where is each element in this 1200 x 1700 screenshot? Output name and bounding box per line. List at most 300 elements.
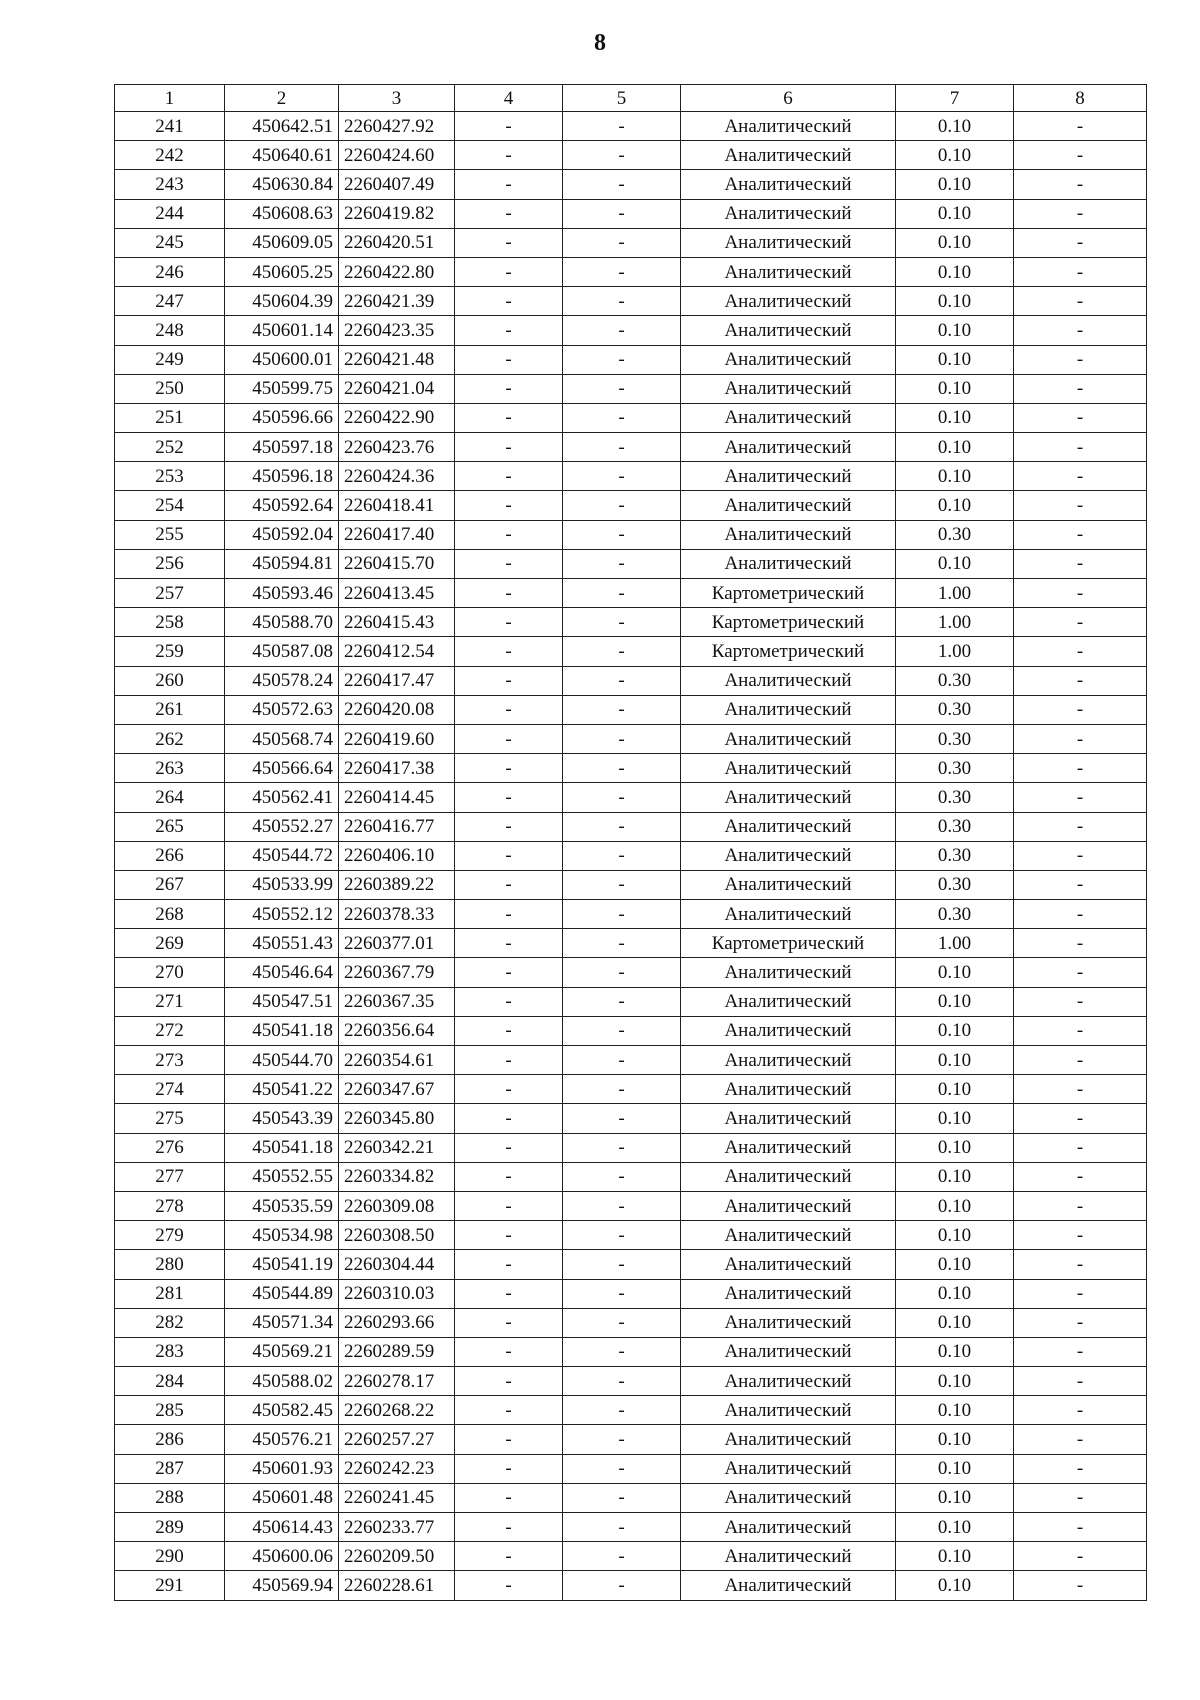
table-cell-col-8: -: [1014, 783, 1147, 812]
table-cell-col-2: 450541.22: [225, 1075, 339, 1104]
table-cell-col-6: Аналитический: [681, 1337, 896, 1366]
table-cell-col-4: -: [455, 608, 563, 637]
table-cell-col-7: 0.30: [896, 724, 1014, 753]
table-cell-col-7: 0.10: [896, 345, 1014, 374]
table-cell-col-2: 450599.75: [225, 374, 339, 403]
table-cell-col-7: 0.30: [896, 812, 1014, 841]
table-cell-col-5: -: [563, 1221, 681, 1250]
table-cell-col-7: 0.10: [896, 462, 1014, 491]
table-cell-col-4: -: [455, 1221, 563, 1250]
table-cell-col-3: 2260421.48: [339, 345, 455, 374]
table-cell-col-5: -: [563, 257, 681, 286]
table-cell-col-8: -: [1014, 1104, 1147, 1133]
table-cell-col-1: 290: [115, 1542, 225, 1571]
table-row: [115, 1221, 1147, 1250]
table-cell-col-2: 450562.41: [225, 783, 339, 812]
table-cell-col-6: Картометрический: [681, 637, 896, 666]
table-cell-col-3: 2260289.59: [339, 1337, 455, 1366]
table-cell-col-7: 0.10: [896, 141, 1014, 170]
table-cell-col-3: 2260268.22: [339, 1396, 455, 1425]
table-row: [115, 1133, 1147, 1162]
table-cell-col-7: 1.00: [896, 579, 1014, 608]
table-cell-col-4: -: [455, 1075, 563, 1104]
table-cell-col-2: 450604.39: [225, 287, 339, 316]
table-cell-col-5: -: [563, 1337, 681, 1366]
table-cell-col-1: 287: [115, 1454, 225, 1483]
table-cell-col-2: 450596.66: [225, 403, 339, 432]
table-cell-col-2: 450576.21: [225, 1425, 339, 1454]
table-cell-col-7: 0.30: [896, 695, 1014, 724]
table-row: [115, 841, 1147, 870]
table-row: [115, 491, 1147, 520]
table-cell-col-2: 450544.72: [225, 841, 339, 870]
table-cell-col-4: -: [455, 1513, 563, 1542]
table-cell-col-5: -: [563, 170, 681, 199]
table-cell-col-6: Аналитический: [681, 812, 896, 841]
table-row: [115, 929, 1147, 958]
table-cell-col-1: 241: [115, 112, 225, 141]
table-cell-col-5: -: [563, 141, 681, 170]
column-header-6: 6: [681, 85, 896, 112]
table-cell-col-1: 267: [115, 870, 225, 899]
table-cell-col-8: -: [1014, 1542, 1147, 1571]
table-cell-col-5: -: [563, 754, 681, 783]
table-cell-col-1: 289: [115, 1513, 225, 1542]
table-cell-col-8: -: [1014, 1483, 1147, 1512]
table-cell-col-1: 283: [115, 1337, 225, 1366]
table-row: [115, 287, 1147, 316]
table-cell-col-4: -: [455, 1483, 563, 1512]
table-cell-col-8: -: [1014, 1513, 1147, 1542]
table-cell-col-6: Аналитический: [681, 987, 896, 1016]
table-cell-col-3: 2260304.44: [339, 1250, 455, 1279]
table-cell-col-8: -: [1014, 1162, 1147, 1191]
table-cell-col-2: 450588.70: [225, 608, 339, 637]
table-cell-col-8: -: [1014, 462, 1147, 491]
table-cell-col-5: -: [563, 433, 681, 462]
table-cell-col-3: 2260233.77: [339, 1513, 455, 1542]
table-cell-col-1: 264: [115, 783, 225, 812]
table-body: [115, 112, 1147, 1601]
table-cell-col-2: 450543.39: [225, 1104, 339, 1133]
table-cell-col-8: -: [1014, 987, 1147, 1016]
table-cell-col-8: -: [1014, 579, 1147, 608]
table-cell-col-1: 277: [115, 1162, 225, 1191]
table-cell-col-6: Аналитический: [681, 403, 896, 432]
table-cell-col-6: Аналитический: [681, 754, 896, 783]
table-cell-col-4: -: [455, 754, 563, 783]
table-cell-col-1: 261: [115, 695, 225, 724]
table-cell-col-7: 0.10: [896, 1016, 1014, 1045]
table-cell-col-3: 2260345.80: [339, 1104, 455, 1133]
table-cell-col-5: -: [563, 1104, 681, 1133]
table-cell-col-1: 254: [115, 491, 225, 520]
table-cell-col-3: 2260417.38: [339, 754, 455, 783]
table-cell-col-7: 0.10: [896, 374, 1014, 403]
table-cell-col-3: 2260419.60: [339, 724, 455, 753]
table-cell-col-1: 248: [115, 316, 225, 345]
table-cell-col-6: Аналитический: [681, 783, 896, 812]
table-cell-col-7: 0.30: [896, 666, 1014, 695]
table-cell-col-4: -: [455, 783, 563, 812]
table-cell-col-7: 0.10: [896, 1425, 1014, 1454]
table-cell-col-8: -: [1014, 1221, 1147, 1250]
table-cell-col-1: 266: [115, 841, 225, 870]
table-cell-col-2: 450566.64: [225, 754, 339, 783]
table-cell-col-2: 450541.18: [225, 1133, 339, 1162]
table-row: [115, 1367, 1147, 1396]
table-cell-col-1: 280: [115, 1250, 225, 1279]
table-cell-col-4: -: [455, 1571, 563, 1600]
table-cell-col-5: -: [563, 1571, 681, 1600]
table-cell-col-3: 2260424.60: [339, 141, 455, 170]
table-cell-col-7: 0.10: [896, 549, 1014, 578]
table-cell-col-7: 0.10: [896, 958, 1014, 987]
table-cell-col-5: -: [563, 579, 681, 608]
table-row: [115, 724, 1147, 753]
table-cell-col-4: -: [455, 1425, 563, 1454]
table-cell-col-1: 286: [115, 1425, 225, 1454]
table-cell-col-7: 0.10: [896, 1162, 1014, 1191]
table-row: [115, 1571, 1147, 1600]
table-cell-col-4: -: [455, 1308, 563, 1337]
table-row: [115, 1483, 1147, 1512]
table-row: [115, 374, 1147, 403]
table-cell-col-3: 2260420.51: [339, 228, 455, 257]
table-cell-col-7: 0.10: [896, 287, 1014, 316]
table-cell-col-1: 291: [115, 1571, 225, 1600]
table-cell-col-1: 288: [115, 1483, 225, 1512]
table-cell-col-4: -: [455, 141, 563, 170]
table-cell-col-7: 0.10: [896, 987, 1014, 1016]
table-cell-col-5: -: [563, 345, 681, 374]
table-cell-col-6: Аналитический: [681, 1279, 896, 1308]
table-cell-col-3: 2260421.39: [339, 287, 455, 316]
table-cell-col-4: -: [455, 1191, 563, 1220]
table-cell-col-8: -: [1014, 1396, 1147, 1425]
table-cell-col-3: 2260418.41: [339, 491, 455, 520]
table-cell-col-6: Аналитический: [681, 345, 896, 374]
table-cell-col-1: 243: [115, 170, 225, 199]
table-cell-col-1: 252: [115, 433, 225, 462]
table-cell-col-3: 2260422.80: [339, 257, 455, 286]
table-cell-col-1: 282: [115, 1308, 225, 1337]
table-cell-col-7: 0.10: [896, 1221, 1014, 1250]
table-cell-col-7: 0.30: [896, 754, 1014, 783]
table-cell-col-2: 450601.93: [225, 1454, 339, 1483]
table-cell-col-3: 2260309.08: [339, 1191, 455, 1220]
table-cell-col-2: 450552.55: [225, 1162, 339, 1191]
table-cell-col-2: 450588.02: [225, 1367, 339, 1396]
table-cell-col-3: 2260423.76: [339, 433, 455, 462]
table-cell-col-3: 2260421.04: [339, 374, 455, 403]
table-cell-col-1: 265: [115, 812, 225, 841]
table-row: [115, 316, 1147, 345]
table-cell-col-5: -: [563, 316, 681, 345]
table-cell-col-6: Аналитический: [681, 199, 896, 228]
table-cell-col-7: 0.10: [896, 257, 1014, 286]
table-cell-col-1: 262: [115, 724, 225, 753]
table-cell-col-7: 0.10: [896, 1513, 1014, 1542]
table-cell-col-2: 450541.18: [225, 1016, 339, 1045]
table-cell-col-7: 0.10: [896, 1571, 1014, 1600]
table-cell-col-3: 2260420.08: [339, 695, 455, 724]
table-cell-col-2: 450594.81: [225, 549, 339, 578]
table-cell-col-4: -: [455, 170, 563, 199]
table-cell-col-6: Аналитический: [681, 374, 896, 403]
table-cell-col-7: 0.10: [896, 199, 1014, 228]
table-cell-col-3: 2260378.33: [339, 900, 455, 929]
table-cell-col-1: 279: [115, 1221, 225, 1250]
table-cell-col-8: -: [1014, 666, 1147, 695]
table-cell-col-3: 2260427.92: [339, 112, 455, 141]
table-cell-col-5: -: [563, 812, 681, 841]
table-cell-col-5: -: [563, 462, 681, 491]
table-cell-col-3: 2260416.77: [339, 812, 455, 841]
table-cell-col-7: 0.10: [896, 1046, 1014, 1075]
table-cell-col-4: -: [455, 900, 563, 929]
table-cell-col-3: 2260367.35: [339, 987, 455, 1016]
table-cell-col-5: -: [563, 1162, 681, 1191]
table-row: [115, 345, 1147, 374]
table-cell-col-1: 268: [115, 900, 225, 929]
table-cell-col-3: 2260367.79: [339, 958, 455, 987]
table-cell-col-1: 278: [115, 1191, 225, 1220]
table-row: [115, 1016, 1147, 1045]
table-cell-col-5: -: [563, 228, 681, 257]
table-cell-col-6: Аналитический: [681, 1191, 896, 1220]
table-cell-col-8: -: [1014, 724, 1147, 753]
table-cell-col-1: 284: [115, 1367, 225, 1396]
table-cell-col-1: 259: [115, 637, 225, 666]
table-cell-col-2: 450592.04: [225, 520, 339, 549]
table-cell-col-3: 2260389.22: [339, 870, 455, 899]
table-row: [115, 1104, 1147, 1133]
table-cell-col-5: -: [563, 1133, 681, 1162]
table-cell-col-3: 2260423.35: [339, 316, 455, 345]
table-cell-col-2: 450551.43: [225, 929, 339, 958]
table-cell-col-1: 242: [115, 141, 225, 170]
table-cell-col-7: 0.10: [896, 1337, 1014, 1366]
table-cell-col-1: 274: [115, 1075, 225, 1104]
table-cell-col-8: -: [1014, 841, 1147, 870]
table-cell-col-2: 450544.70: [225, 1046, 339, 1075]
table-cell-col-2: 450601.48: [225, 1483, 339, 1512]
table-cell-col-4: -: [455, 1016, 563, 1045]
table-row: [115, 1308, 1147, 1337]
table-cell-col-3: 2260415.43: [339, 608, 455, 637]
table-cell-col-4: -: [455, 987, 563, 1016]
table-row: [115, 1513, 1147, 1542]
table-cell-col-1: 256: [115, 549, 225, 578]
table-row: [115, 987, 1147, 1016]
table-cell-col-8: -: [1014, 374, 1147, 403]
table-cell-col-4: -: [455, 345, 563, 374]
table-cell-col-5: -: [563, 958, 681, 987]
table-cell-col-3: 2260424.36: [339, 462, 455, 491]
table-cell-col-2: 450600.06: [225, 1542, 339, 1571]
table-cell-col-7: 1.00: [896, 637, 1014, 666]
table-row: [115, 170, 1147, 199]
table-cell-col-4: -: [455, 1542, 563, 1571]
table-cell-col-4: -: [455, 1162, 563, 1191]
table-cell-col-1: 272: [115, 1016, 225, 1045]
table-cell-col-2: 450608.63: [225, 199, 339, 228]
table-cell-col-7: 0.30: [896, 520, 1014, 549]
table-row: [115, 462, 1147, 491]
table-cell-col-5: -: [563, 783, 681, 812]
table-cell-col-4: -: [455, 1337, 563, 1366]
table-cell-col-6: Аналитический: [681, 900, 896, 929]
table-cell-col-2: 450571.34: [225, 1308, 339, 1337]
table-cell-col-4: -: [455, 870, 563, 899]
table-cell-col-5: -: [563, 666, 681, 695]
table-cell-col-2: 450582.45: [225, 1396, 339, 1425]
table-cell-col-2: 450605.25: [225, 257, 339, 286]
table-cell-col-4: -: [455, 637, 563, 666]
table-cell-col-2: 450596.18: [225, 462, 339, 491]
table-row: [115, 900, 1147, 929]
table-cell-col-1: 269: [115, 929, 225, 958]
table-row: [115, 433, 1147, 462]
table-cell-col-2: 450601.14: [225, 316, 339, 345]
table-cell-col-3: 2260412.54: [339, 637, 455, 666]
table-row: [115, 1337, 1147, 1366]
table-cell-col-8: -: [1014, 900, 1147, 929]
table-cell-col-4: -: [455, 199, 563, 228]
table-cell-col-1: 246: [115, 257, 225, 286]
table-cell-col-6: Аналитический: [681, 1016, 896, 1045]
table-cell-col-3: 2260417.47: [339, 666, 455, 695]
table-cell-col-8: -: [1014, 1571, 1147, 1600]
table-cell-col-5: -: [563, 287, 681, 316]
table-cell-col-6: Аналитический: [681, 666, 896, 695]
table-cell-col-5: -: [563, 520, 681, 549]
table-cell-col-8: -: [1014, 520, 1147, 549]
table-cell-col-8: -: [1014, 316, 1147, 345]
table-row: [115, 1046, 1147, 1075]
table-cell-col-4: -: [455, 520, 563, 549]
table-cell-col-4: -: [455, 666, 563, 695]
table-cell-col-1: 245: [115, 228, 225, 257]
table-cell-col-6: Аналитический: [681, 1396, 896, 1425]
table-cell-col-8: -: [1014, 1425, 1147, 1454]
table-cell-col-8: -: [1014, 1308, 1147, 1337]
table-cell-col-8: -: [1014, 170, 1147, 199]
column-header-1: 1: [115, 85, 225, 112]
table-cell-col-7: 0.10: [896, 1396, 1014, 1425]
table-cell-col-4: -: [455, 257, 563, 286]
table-cell-col-2: 450572.63: [225, 695, 339, 724]
table-cell-col-6: Аналитический: [681, 841, 896, 870]
table-cell-col-5: -: [563, 1308, 681, 1337]
table-row: [115, 1279, 1147, 1308]
table-cell-col-5: -: [563, 637, 681, 666]
table-cell-col-5: -: [563, 1367, 681, 1396]
table-cell-col-6: Аналитический: [681, 1542, 896, 1571]
table-row: [115, 579, 1147, 608]
table-cell-col-4: -: [455, 1279, 563, 1308]
table-cell-col-3: 2260414.45: [339, 783, 455, 812]
table-cell-col-6: Аналитический: [681, 958, 896, 987]
table-cell-col-3: 2260242.23: [339, 1454, 455, 1483]
table-cell-col-6: Аналитический: [681, 1571, 896, 1600]
table-cell-col-5: -: [563, 1016, 681, 1045]
coordinates-table: [114, 84, 1147, 1601]
table-cell-col-4: -: [455, 1396, 563, 1425]
table-cell-col-6: Аналитический: [681, 1250, 896, 1279]
table-cell-col-2: 450614.43: [225, 1513, 339, 1542]
table-row: [115, 228, 1147, 257]
table-cell-col-6: Аналитический: [681, 870, 896, 899]
table-cell-col-7: 0.10: [896, 1454, 1014, 1483]
table-cell-col-4: -: [455, 491, 563, 520]
table-cell-col-8: -: [1014, 1337, 1147, 1366]
table-cell-col-3: 2260415.70: [339, 549, 455, 578]
table-row: [115, 141, 1147, 170]
table-cell-col-3: 2260257.27: [339, 1425, 455, 1454]
table-cell-col-6: Аналитический: [681, 228, 896, 257]
table-cell-col-8: -: [1014, 287, 1147, 316]
table-cell-col-3: 2260356.64: [339, 1016, 455, 1045]
table-cell-col-7: 0.30: [896, 870, 1014, 899]
table-cell-col-4: -: [455, 812, 563, 841]
table-cell-col-3: 2260334.82: [339, 1162, 455, 1191]
table-cell-col-2: 450552.27: [225, 812, 339, 841]
table-cell-col-2: 450630.84: [225, 170, 339, 199]
table-row: [115, 666, 1147, 695]
table-row: [115, 783, 1147, 812]
table-cell-col-1: 250: [115, 374, 225, 403]
column-header-5: 5: [563, 85, 681, 112]
table-cell-col-7: 0.30: [896, 900, 1014, 929]
table-cell-col-8: -: [1014, 491, 1147, 520]
table-cell-col-3: 2260308.50: [339, 1221, 455, 1250]
table-row: [115, 754, 1147, 783]
table-cell-col-1: 253: [115, 462, 225, 491]
table-cell-col-5: -: [563, 1075, 681, 1104]
column-header-7: 7: [896, 85, 1014, 112]
table-row: [115, 549, 1147, 578]
table-cell-col-1: 247: [115, 287, 225, 316]
table-cell-col-5: -: [563, 112, 681, 141]
table-cell-col-4: -: [455, 462, 563, 491]
table-cell-col-6: Аналитический: [681, 1454, 896, 1483]
table-row: [115, 257, 1147, 286]
table-cell-col-5: -: [563, 1279, 681, 1308]
table-cell-col-1: 270: [115, 958, 225, 987]
table-cell-col-5: -: [563, 549, 681, 578]
table-cell-col-5: -: [563, 1513, 681, 1542]
table-cell-col-4: -: [455, 1046, 563, 1075]
table-cell-col-5: -: [563, 724, 681, 753]
table-cell-col-7: 0.10: [896, 1483, 1014, 1512]
table-cell-col-4: -: [455, 1104, 563, 1133]
table-cell-col-1: 281: [115, 1279, 225, 1308]
table-cell-col-5: -: [563, 1483, 681, 1512]
table-cell-col-2: 450640.61: [225, 141, 339, 170]
table-cell-col-6: Аналитический: [681, 1425, 896, 1454]
table-cell-col-3: 2260342.21: [339, 1133, 455, 1162]
table-cell-col-5: -: [563, 841, 681, 870]
table-cell-col-5: -: [563, 1191, 681, 1220]
table-cell-col-7: 0.10: [896, 1191, 1014, 1220]
table-cell-col-5: -: [563, 695, 681, 724]
table-cell-col-1: 276: [115, 1133, 225, 1162]
table-cell-col-8: -: [1014, 228, 1147, 257]
table-cell-col-8: -: [1014, 1133, 1147, 1162]
column-header-8: 8: [1014, 85, 1147, 112]
